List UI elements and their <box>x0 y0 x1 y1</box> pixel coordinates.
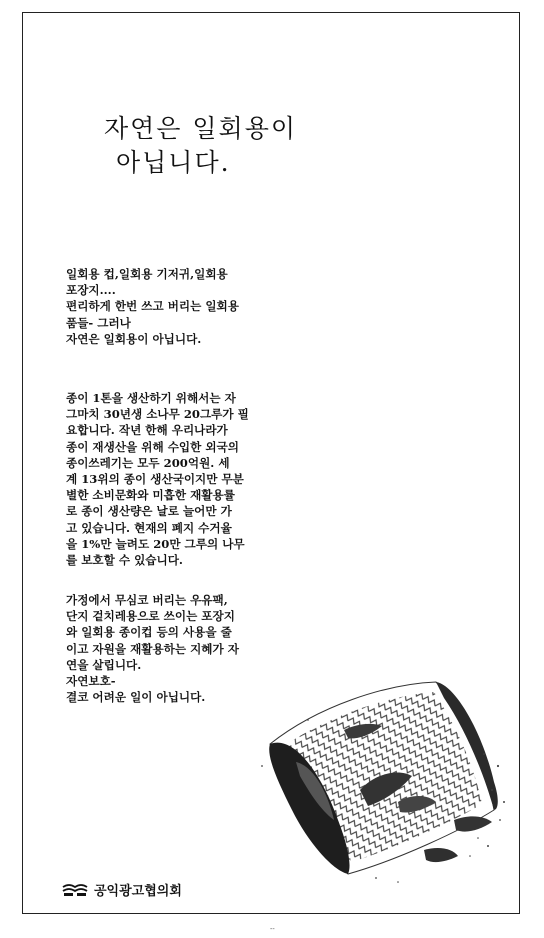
headline-line-1: 자연은 일회용이 <box>104 114 297 143</box>
sponsor-logo <box>62 880 182 899</box>
sponsor-logo-icon <box>62 883 88 897</box>
facts-paragraph: 종이 1톤을 생산하기 위해서는 자 그마치 30년생 소나무 20그루가 필 요합니다. 작년 한해 우리나라가 종이 재생산을 위해 수입한 외국의 종이쓰레기는 모두 200억원. 세 계 13위의 종이 생산국이지만 무분 별한 소비문화와 미흡한 재활용률 로 종이 생산량은 날로 늘어만 가 고 있습니다. 현재의 폐지 수거율 을 1%만 늘려도 20만 그루의 나무 를 보호할 수 있습니다. <box>66 391 249 568</box>
closing-paragraph: 가정에서 무심코 버리는 우유팩, 단지 겉치레용으로 쓰이는 포장지 와 일회용 종이컵 등의 사용을 줄 이고 자원을 재활용하는 지혜가 자 연을 살립니다. 자연보호- 결코 어려운 일이 아닙니다. <box>66 593 239 705</box>
intro-paragraph: 일회용 컵,일회용 기저귀,일회용 포장지.... 편리하게 한번 쓰고 버리는 일회용 품들- 그러나 자연은 일회용이 아닙니다. <box>66 267 239 346</box>
ad-headline <box>104 112 297 180</box>
headline-line-2: 아닙니다. <box>116 148 231 177</box>
sponsor-name: 공익광고협의회 <box>94 884 182 899</box>
page-footer-mark: -- <box>270 925 275 933</box>
crumpled-paper-cup-illustration <box>248 670 510 888</box>
